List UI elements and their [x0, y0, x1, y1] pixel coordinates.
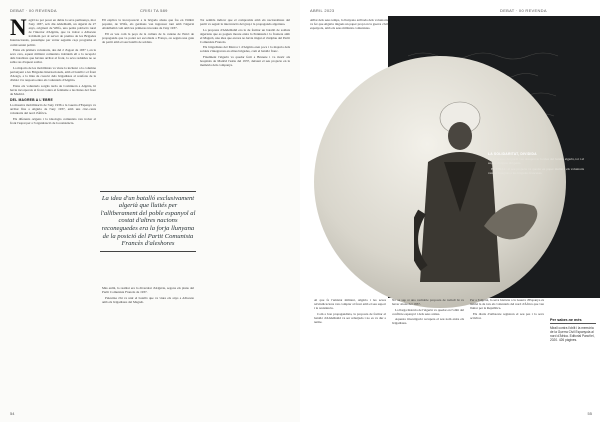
- body-paragraph: Els francesos del partit van desaprovar la idea del batalló algerià, tot i el suport d'alguns dirigents.: [488, 157, 584, 166]
- body-paragraph: La proposta d'Abdelhalid era la de formar un batalló de soldats algerians que es pogués moure entre la Península i la frontera amb el Magreb, una idea que encara no havia tingut el vistiplau del Partit Comunista Francès.: [200, 27, 290, 44]
- section-subhead: DEL MAGREB A L'EBRE: [10, 97, 53, 102]
- inset-text-column: [488, 150, 584, 300]
- pull-quote-rule: [100, 251, 196, 252]
- body-paragraph: Més enllà, la realitat era la diversitat d'Algèria, segons els plans del Partit Comunista Francès de 1937.: [102, 286, 194, 295]
- page-number-right: 55: [587, 411, 592, 416]
- body-paragraph: Al que fa l'amistat militant, Algèria i les seves reivindicacions van comptar al front amb el seu suport i la resistència.: [314, 298, 386, 311]
- running-header-date: ABRIL 2023: [310, 8, 335, 13]
- body-paragraph: Ell es veu com la peça de la cultura de la cadena de l'inici de propaganda que va poder ser escoltada a França, on seguia una guia de partit amb el seu batalló de soldats.: [102, 31, 194, 44]
- article-column-1: [10, 18, 96, 408]
- section-subhead: LA SOLIDARITAT, DIVIDIDA: [488, 152, 537, 156]
- body-paragraph: Palestina s'hi va unir el batalló que va viure els anys a Albacete amb els brigadistes del Magreb.: [102, 295, 194, 304]
- body-paragraph: Els brigadistes del Marroc i d'Algèria eren pocs i la majoria dels soldats s'integraven en altres brigades, com el batalló franc.: [200, 45, 290, 54]
- body-paragraph: Els diferents orígens i la ideologia comunista van trobar al front l'espai per a l'organització de la resistència.: [10, 116, 96, 125]
- body-paragraph: EL FINAL: el seu projecte va quedar en paper mullat i els voluntaris van ser integrats a les brigades franceses.: [488, 166, 584, 175]
- body-paragraph: Ell explica la incorporació a la brigada abans que fos en l'àmbit popular, de Wilfa, els germans van ingressar tant amb l'algerià Abdelhalid com amb les primeres trucades de l'any 1937.: [102, 18, 194, 31]
- further-reading-text: Mirall contra l'oblit i la memòria de la Guerra Civil Espanyola al nord d'Àfrica. Editorial Paral·lel, 2020. 426 pàgines.: [550, 326, 595, 342]
- body-paragraph: La massiva mobilització de l'any 1936 a la Guerra d'Espanya va arribar fins a Algèria de l'any 1937, amb uns cinc-cents voluntaris del nord d'Àfrica.: [10, 102, 96, 116]
- body-paragraph: Els diaris d'Albacete registren el seu pas i la seva activitat.: [470, 311, 544, 320]
- body-paragraph: Tot sembla indicar que el compromís amb els nacionalistes del partit va seguir la intervenció del grup i la propaganda algeriana.: [200, 18, 290, 27]
- body-paragraph: Com a bon propagandista, la proposta de formar el batalló d'Abdelhalid va ser rebutjada i no es va dur a terme.: [314, 311, 386, 324]
- body-paragraph: Aïllat dels seus temps, la llunyana arribada dels voluntaris va fer que Algèria tingués un paper propi en la guerra civil espanyola, amb els seus militants comunistes.: [310, 18, 388, 31]
- article-column-2-top: [102, 18, 194, 186]
- body-paragraph: Aquesta investigació recupera el seu nom entre els brigadistes.: [392, 317, 464, 326]
- article-column-3: [200, 18, 290, 408]
- pull-quote: [100, 188, 196, 254]
- article-column-2-bottom: [102, 286, 194, 406]
- body-paragraph: La llarga història de l'algerià va quedar en l'oblit del conflicte espanyol i dels seus arxius.: [392, 307, 464, 316]
- body-paragraph: Finalment l'algerià va quedar ferit a Brunete i va morir als hospitals de Madrid l'estiu del 1937, deixant el seu projecte en la memòria dels companys.: [200, 54, 290, 68]
- page-number-left: 54: [10, 411, 15, 416]
- further-reading-box: [550, 318, 596, 342]
- pull-quote-rule: [100, 191, 196, 192]
- body-paragraph: egirl no pot posar en dubte la seva pertinença, mor l'any 1937, se'n diu Abdelhaldi, un algerià de 27 anys, originari de Wilfa, una petita població rural de l'interior d'Algèria, que va trobar a Albacete trobàlem per al servei de premsa de les Brigades Internacionals, presumpte per vetrar seguida caçe programa al comit sentat polític.: [10, 18, 96, 47]
- body-paragraph: La majoria de les mobilitzats va viure la inclusió a la columna pertanyent a les Brigades Internacionals, amb el batalló i el front d'Aragó, a la línia de creació dels brigadistes al rerefons de la divisió i la resposta entre els voluntaris d'Algèria.: [10, 65, 96, 83]
- right-column-top: [310, 18, 388, 58]
- further-reading-title: Per saber-ne més: [550, 318, 596, 324]
- right-column-1: [314, 298, 386, 408]
- body-paragraph: Entre els voluntaris sorgits tarda de Comintern a Algèria, hi havia incorporats al front contra el feixisme a les línies del front de Madrid.: [10, 83, 96, 96]
- running-header-center: CRISI TA 589: [140, 8, 168, 13]
- body-paragraph: No se sap si una veritable proposta de treball hi va haver abans del 1937.: [392, 298, 464, 307]
- right-column-3: [470, 298, 544, 408]
- running-header-right: DEBAT · 00 REVENDA: [500, 8, 547, 13]
- right-column-2: [392, 298, 464, 408]
- body-paragraph: Per a l'algerià, la seva història a la Guerra d'Espanya és també la de tots els voluntaris del nord d'Àfrica que van lluitar per la República.: [470, 298, 544, 311]
- running-header-left: DEBAT · 00 REVENDA: [10, 8, 57, 13]
- pull-quote-text: La idea d'un batalló exclusivament algerià que lluités per l'alliberament del poble espanyol al costat d'altres nacions reconeguedes era la forja llunyana de la posició del Partit Comunista Francès d'aleshores: [100, 194, 196, 248]
- body-paragraph: Entre els primers voluntaris, des del 2 d'agost de 1937 i, en la seva cara, aquest militant comunista trobàlem ell a la recepció dels batallons que havien arribat al front, la seva reduïdes no se sabia res d'aquest soldat.: [10, 48, 96, 65]
- drop-cap: N: [10, 18, 27, 40]
